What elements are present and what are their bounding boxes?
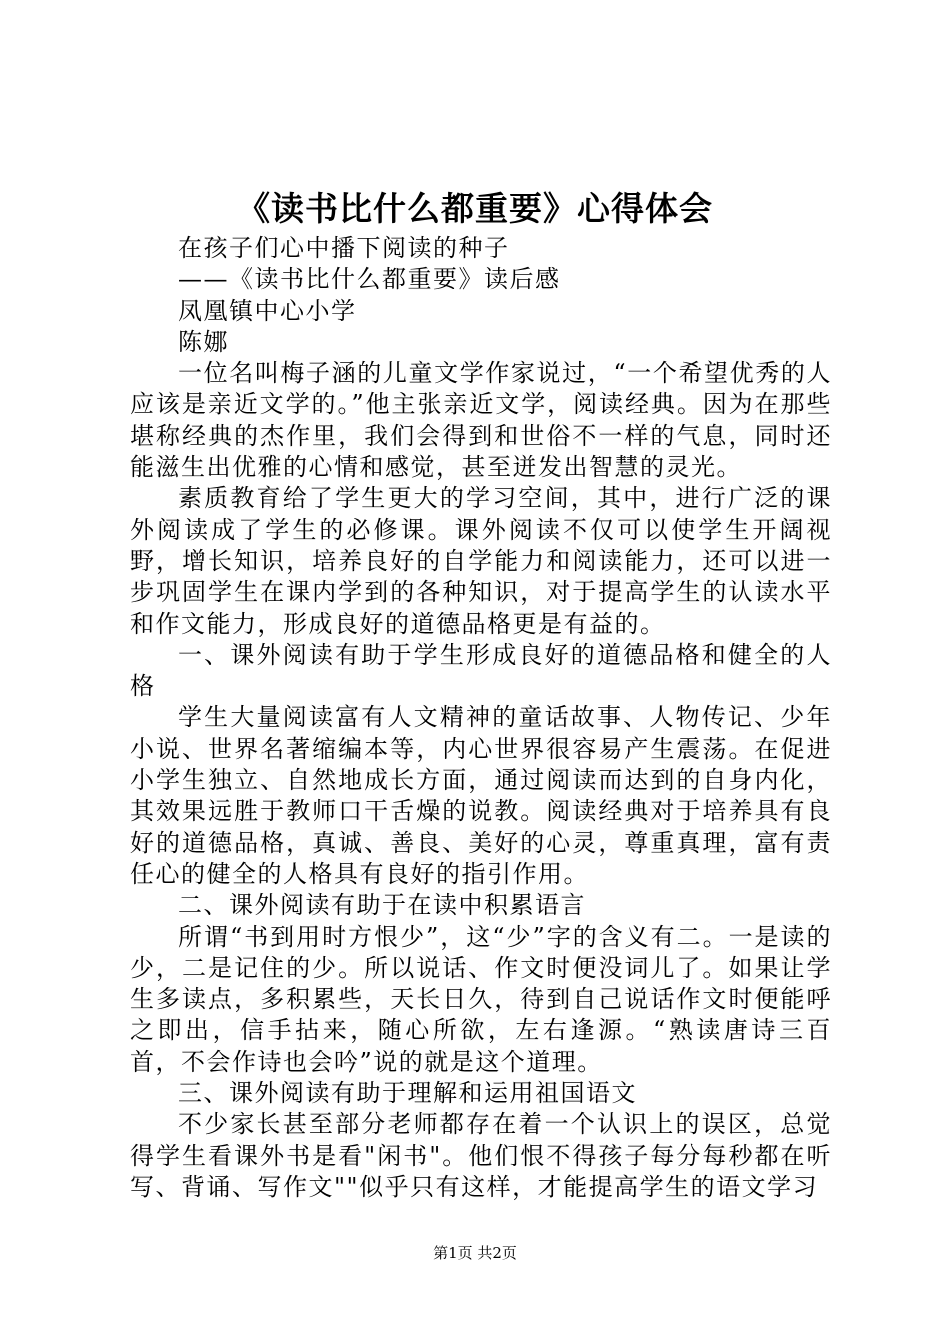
paragraph: 素质教育给了学生更大的学习空间，其中，进行广泛的课外阅读成了学生的必修课。课外阅读不仅可以使学生开阔视野，增长知识，培养良好的自学能力和阅读能力，还可以进一步巩固学生在课内学到的各种知识，对于提高学生的认读水平和作文能力，形成良好的道德品格更是有益的。: [130, 484, 832, 638]
section-heading: 二、课外阅读有助于在读中积累语言: [178, 891, 586, 920]
document-title: 《读书比什么都重要》心得体会: [237, 189, 713, 228]
author-line: 陈娜: [178, 327, 229, 356]
paragraph: 不少家长甚至部分老师都存在着一个认识上的误区，总觉得学生看课外书是看"闲书"。他们恨不得孩子每分每秒都在听写、背诵、写作文""似乎只有这样，才能提高学生的语文学习: [130, 1110, 832, 1201]
page-footer: 第1页 共2页: [433, 1244, 517, 1262]
book-title-line: ——《读书比什么都重要》读后感: [178, 265, 561, 294]
paragraph: 所谓“书到用时方恨少”，这“少”字的含义有二。一是读的少，二是记住的少。所以说话、作文时便没词儿了。如果让学生多读点，多积累些，天长日久，待到自己说话作文时便能呼之即出，信手拈来，随心所欲，左右逢源。“熟读唐诗三百首，不会作诗也会吟”说的就是这个道理。: [130, 922, 832, 1076]
document-body: [130, 233, 832, 1203]
subtitle-line: 在孩子们心中播下阅读的种子: [178, 234, 510, 262]
section-heading: 三、课外阅读有助于理解和运用祖国语文: [178, 1079, 637, 1108]
school-line: 凤凰镇中心小学: [178, 296, 357, 325]
paragraph: 学生大量阅读富有人文精神的童话故事、人物传记、少年小说、世界名著缩编本等，内心世界很容易产生震荡。在促进小学生独立、自然地成长方面，通过阅读而达到的自身内化，其效果远胜于教师口干舌燥的说教。阅读经典对于培养具有良好的道德品格，真诚、善良、美好的心灵，尊重真理，富有责任心的健全的人格具有良好的指引作用。: [130, 703, 832, 888]
section-heading: 一、课外阅读有助于学生形成良好的道德品格和健全的人格: [130, 640, 832, 701]
paragraph: 一位名叫梅子涵的儿童文学作家说过，“一个希望优秀的人应该是亲近文学的。”他主张亲近文学，阅读经典。因为在那些堪称经典的杰作里，我们会得到和世俗不一样的气息，同时还能滋生出优雅的心情和感觉，甚至迸发出智慧的灵光。: [130, 359, 832, 482]
